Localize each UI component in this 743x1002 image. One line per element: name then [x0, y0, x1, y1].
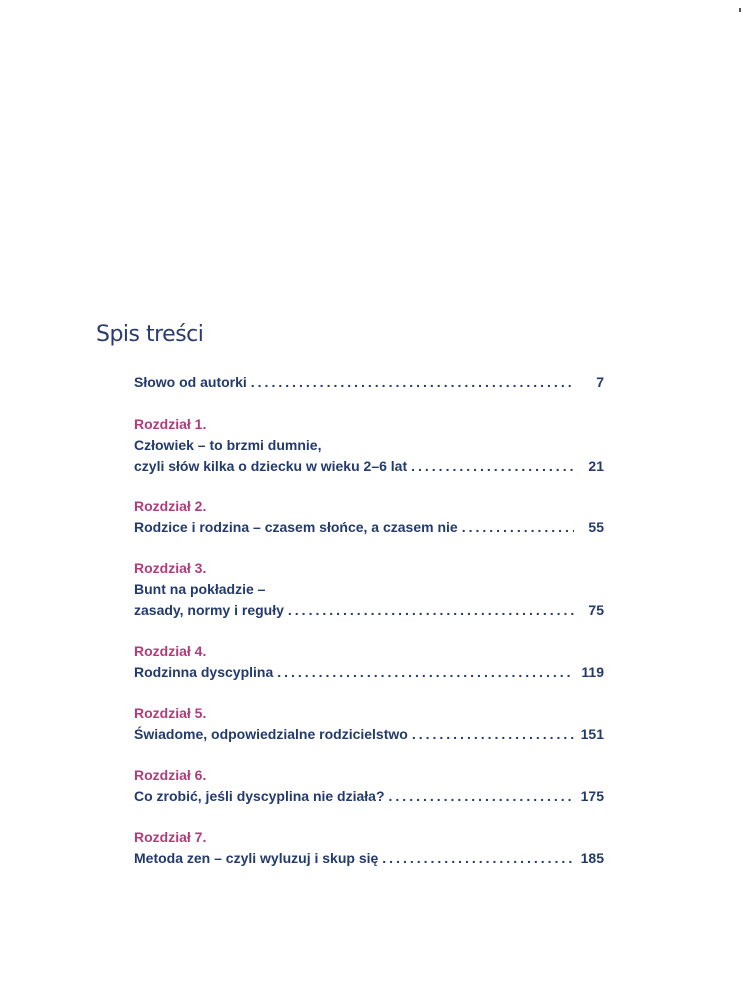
toc-entry-title: zasady, normy i reguły: [134, 602, 284, 618]
dot-leader: [288, 600, 574, 621]
page-number: 55: [588, 519, 604, 535]
toc-entry-chapter-7[interactable]: [134, 827, 604, 869]
toc-entry-chapter-5[interactable]: [134, 703, 604, 745]
chapter-label: Rozdział 7.: [134, 829, 207, 845]
toc-entry-title: Świadome, odpowiedzialne rodzicielstwo: [134, 726, 408, 742]
toc-entry-title: Co zrobić, jeśli dyscyplina nie działa?: [134, 788, 385, 804]
toc-entry-foreword[interactable]: [134, 372, 604, 393]
toc-entry-line: [134, 579, 604, 600]
toc-entry-line: [134, 786, 604, 807]
toc-entry-line: [134, 435, 604, 456]
dot-leader: [277, 662, 574, 683]
dot-leader: [389, 786, 574, 807]
dot-leader: [462, 517, 574, 538]
dot-leader: [412, 724, 574, 745]
toc-entry-line: [134, 848, 604, 869]
page-number: 151: [580, 726, 604, 742]
toc-entry-title: Rodzinna dyscyplina: [134, 664, 274, 680]
page-number: 7: [596, 374, 604, 390]
toc-entry-chapter-2[interactable]: [134, 496, 604, 538]
toc-entry-chapter-6[interactable]: [134, 765, 604, 807]
toc-entry-line: [134, 517, 604, 538]
page-number: 175: [580, 788, 604, 804]
page-number: 21: [588, 458, 604, 474]
toc-entry-chapter-1[interactable]: [134, 414, 604, 477]
chapter-label: Rozdział 5.: [134, 705, 207, 721]
toc-entry-line: [134, 662, 604, 683]
toc-entry-line: [134, 600, 604, 621]
toc-entry-title: czyli słów kilka o dziecku w wieku 2–6 lat: [134, 458, 408, 474]
toc-entry-title: Rodzice i rodzina – czasem słońce, a czasem nie: [134, 519, 458, 535]
chapter-label: Rozdział 2.: [134, 498, 207, 514]
dot-leader: [411, 456, 574, 477]
chapter-label: Rozdział 3.: [134, 560, 207, 576]
dot-leader: [251, 372, 574, 393]
toc-entry-line: [134, 456, 604, 477]
chapter-label: Rozdział 4.: [134, 643, 207, 659]
toc-entry-title: Metoda zen – czyli wyluzuj i skup się: [134, 850, 379, 866]
toc-entry-line: [134, 724, 604, 745]
toc-entry-chapter-4[interactable]: [134, 641, 604, 683]
chapter-label: Rozdział 1.: [134, 416, 207, 432]
page-corner-mark: [739, 8, 741, 12]
toc-entry-title: Bunt na pokładzie –: [134, 581, 266, 597]
toc-entry-line: [134, 372, 604, 393]
page-number: 185: [580, 850, 604, 866]
toc-entry-title: Człowiek – to brzmi dumnie,: [134, 437, 322, 453]
page-number: 119: [581, 664, 604, 680]
page-number: 75: [588, 602, 604, 618]
toc-title: Spis treści: [96, 322, 204, 347]
chapter-label: Rozdział 6.: [134, 767, 207, 783]
toc-entry-title: Słowo od autorki: [134, 374, 247, 390]
toc-entry-chapter-3[interactable]: [134, 558, 604, 621]
dot-leader: [382, 848, 574, 869]
